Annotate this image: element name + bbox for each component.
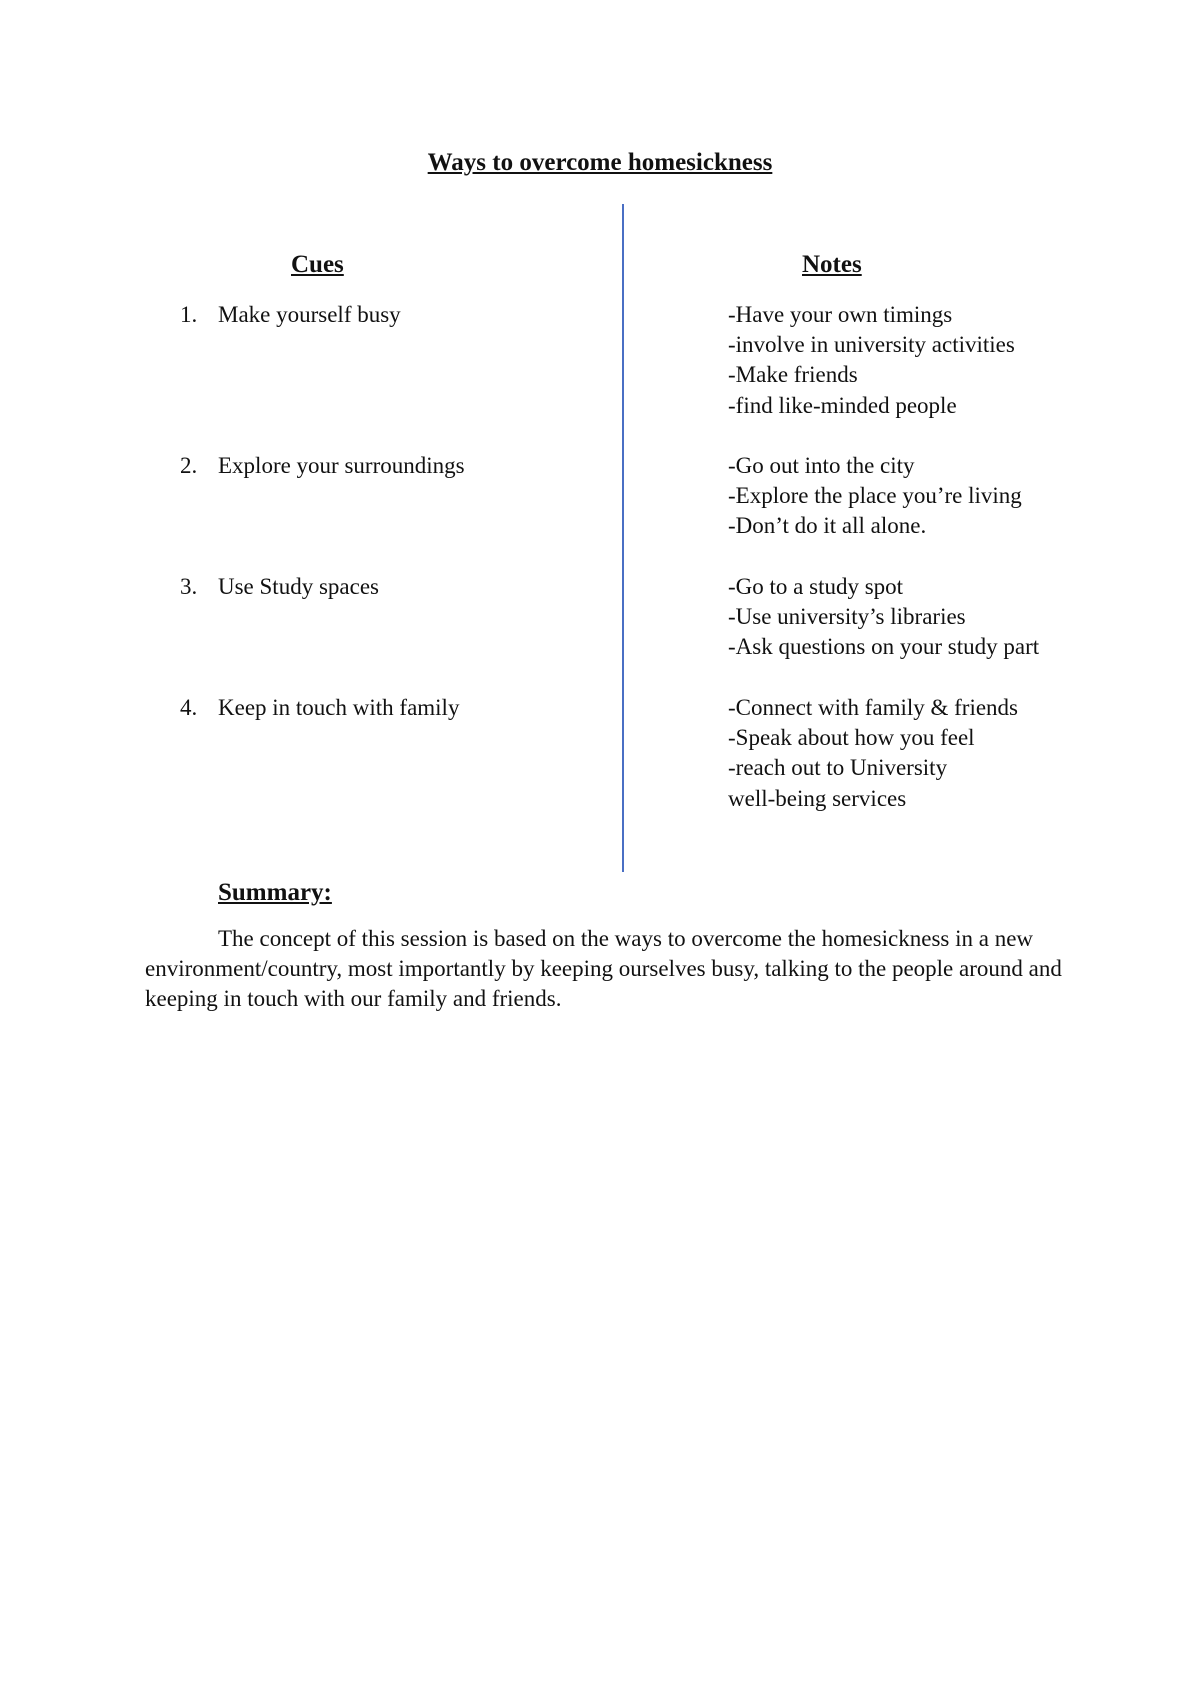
cue-item bbox=[180, 451, 465, 481]
notes-list bbox=[728, 451, 1022, 542]
notes-list bbox=[728, 572, 1039, 663]
cue-number: 4. bbox=[180, 695, 198, 720]
note-line: -Ask questions on your study part bbox=[728, 634, 1040, 660]
notes-list bbox=[728, 693, 1018, 814]
summary-heading: Summary: bbox=[218, 879, 332, 906]
cue-text: Use Study spaces bbox=[218, 574, 379, 599]
notes-list bbox=[728, 300, 1015, 421]
note-line: -Make friends bbox=[728, 362, 858, 388]
cue-number: 3. bbox=[180, 574, 198, 599]
note-line: -Use university’s libraries bbox=[728, 604, 966, 630]
note-line: well-being services bbox=[728, 785, 907, 811]
note-line: -involve in university activities bbox=[728, 332, 1015, 358]
cue-number: 2. bbox=[180, 453, 198, 478]
note-line: -Have your own timings bbox=[728, 302, 953, 327]
document-title: Ways to overcome homesickness bbox=[427, 149, 773, 176]
note-line: -Explore the place you’re living bbox=[728, 483, 1022, 509]
note-line: -Speak about how you feel bbox=[728, 725, 975, 751]
note-line: -Connect with family & friends bbox=[728, 695, 1018, 720]
cue-item bbox=[180, 572, 379, 602]
note-line: -Go to a study spot bbox=[728, 574, 904, 599]
cue-item bbox=[180, 300, 401, 330]
note-line: -Go out into the city bbox=[728, 453, 915, 478]
note-line: -reach out to University bbox=[728, 755, 948, 781]
cue-text: Keep in touch with family bbox=[218, 695, 460, 720]
cue-number: 1. bbox=[180, 302, 198, 327]
cue-item bbox=[180, 693, 459, 723]
cues-heading: Cues bbox=[291, 251, 344, 278]
cue-text: Make yourself busy bbox=[218, 302, 401, 327]
notes-heading: Notes bbox=[802, 251, 862, 278]
summary-text: The concept of this session is based on the ways to overcome the homesickness in a new environment/country, most importantly by keeping ourselves busy, talking to the people around and keeping in touch with our family and friends. bbox=[145, 926, 1062, 1012]
cue-text: Explore your surroundings bbox=[218, 453, 465, 478]
note-line: -find like-minded people bbox=[728, 392, 957, 418]
note-line: -Don’t do it all alone. bbox=[728, 513, 927, 539]
column-divider bbox=[622, 204, 624, 872]
